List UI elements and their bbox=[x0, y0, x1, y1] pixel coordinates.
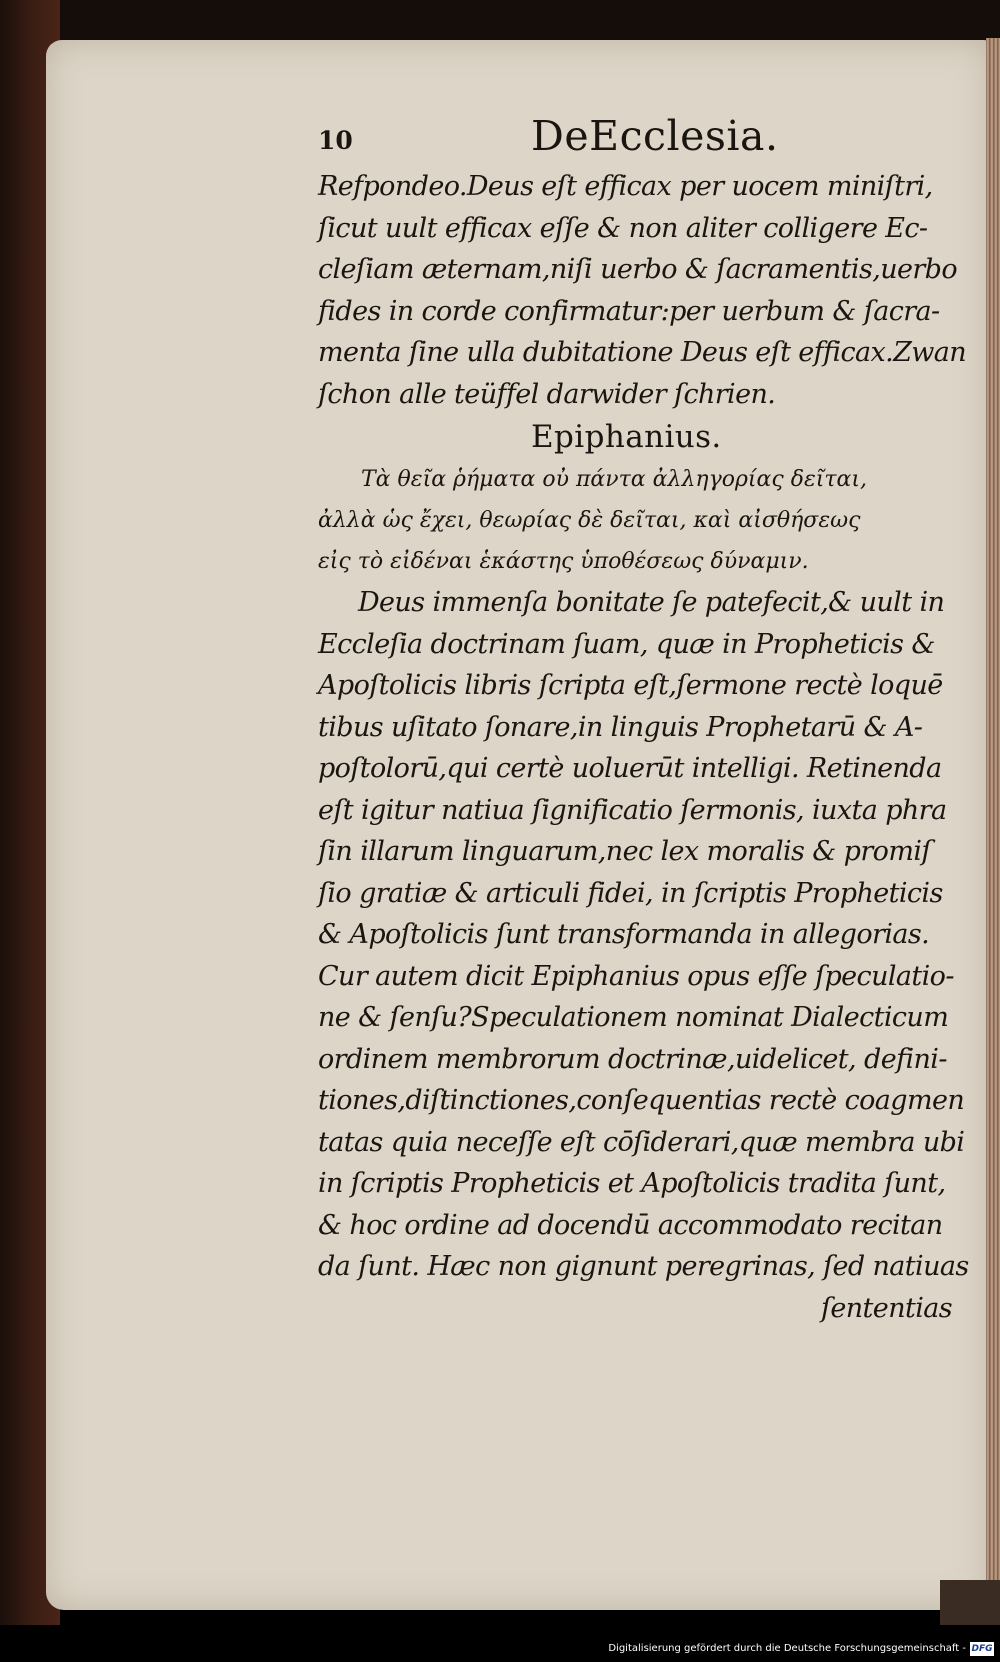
greek-quote bbox=[318, 459, 943, 582]
catchword: ſententias bbox=[821, 1292, 953, 1324]
page-number: 10 bbox=[318, 126, 353, 155]
paragraph-1 bbox=[318, 166, 967, 415]
text-line: da ſunt. Hæc non gignunt peregrinas, ſed natiuas bbox=[318, 1251, 969, 1282]
text-line: tatas quia neceſſe eſt cōſiderari,quæ membra ubi bbox=[318, 1126, 965, 1158]
running-title: DeEcclesia. bbox=[531, 112, 779, 160]
text-line: ordinem membrorum doctrinæ,uidelicet, defini- bbox=[318, 1043, 947, 1075]
text-line: & hoc ordine ad docendū accommodato recitan bbox=[318, 1209, 943, 1241]
text-line: ſin illarum linguarum,nec lex moralis & promiſ bbox=[318, 836, 931, 867]
text-line: ſio gratiæ & articuli fidei, in ſcriptis Propheticis bbox=[318, 877, 943, 909]
greek-line: εἰς τὸ εἰδέναι ἑκάστης ὑποθέσεως δύναμιν. bbox=[318, 549, 809, 574]
greek-line: Τὰ θεῖα ῥήματα οὐ πάντα ἀλληγορίας δεῖται, bbox=[361, 467, 868, 492]
text-line: Eccleſia doctrinam ſuam, quæ in Propheticis & bbox=[318, 628, 935, 660]
paragraph-2 bbox=[318, 582, 969, 1288]
text-line: menta ſine ulla dubitatione Deus eſt efficax.Zwan bbox=[318, 337, 967, 368]
page-text bbox=[318, 112, 969, 1329]
text-line: tiones,diſtinctiones,conſequentias rectè coagmen bbox=[318, 1085, 965, 1116]
running-head bbox=[318, 112, 943, 166]
text-line: poſtolorū,qui certè uoluerūt intelligi. Retinenda bbox=[318, 753, 942, 784]
text-line: Cur autem dicit Epiphanius opus eſſe ſpeculatio- bbox=[318, 960, 954, 992]
text-line: Deus immenſa bonitate ſe patefecit,& uult in bbox=[358, 587, 945, 618]
text-line: eſt igitur natiua ſignificatio ſermonis, iuxta phra bbox=[318, 794, 947, 826]
text-line: ne & ſenſu?Speculationem nominat Dialecticum bbox=[318, 1002, 949, 1033]
funding-credit: Digitalisierung gefördert durch die Deutsche Forschungsgemeinschaft - bbox=[608, 1643, 966, 1654]
section-heading: Epiphanius. bbox=[531, 419, 722, 455]
text-line: Refpondeo.Deus eſt efficax per uocem miniſtri, bbox=[318, 171, 933, 202]
text-line: ſicut uult efficax eſſe & non aliter colligere Ec- bbox=[318, 212, 928, 244]
greek-line: ἀλλὰ ὡς ἔχει, θεωρίας δὲ δεῖται, καὶ αἰσθήσεως bbox=[318, 508, 861, 533]
color-reference-strip bbox=[940, 1580, 1000, 1625]
text-line: ſchon alle teüffel darwider ſchrien. bbox=[318, 378, 776, 410]
text-line: tibus uſitato ſonare,in linguis Prophetarū & A- bbox=[318, 711, 923, 743]
text-line: in ſcriptis Propheticis et Apoſtolicis tradita ſunt, bbox=[318, 1168, 946, 1199]
top-shadow bbox=[0, 0, 1000, 40]
text-line: Apoſtolicis libris ſcripta eſt,ſermone rectè loquē bbox=[318, 670, 943, 701]
text-line: cleſiam æternam,niſi uerbo & ſacramentis,uerbo bbox=[318, 254, 958, 285]
page-edges bbox=[986, 38, 1000, 1618]
dfg-logo-icon: DFG bbox=[971, 1644, 993, 1654]
text-line: fides in corde confirmatur:per uerbum & ſacra- bbox=[318, 295, 940, 327]
text-line: & Apoſtolicis ſunt transformanda in allegorias. bbox=[318, 919, 930, 950]
